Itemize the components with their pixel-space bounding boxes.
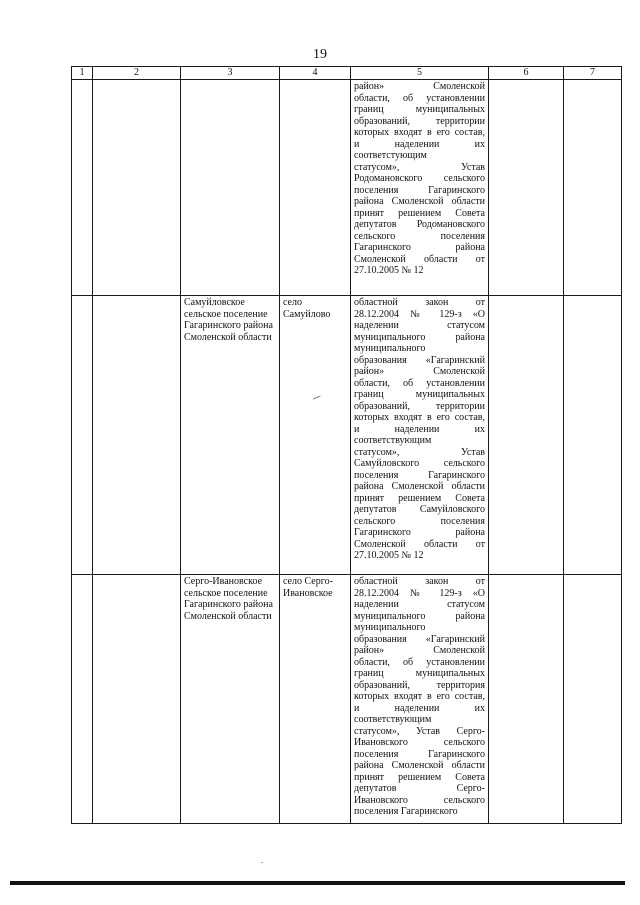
legal-basis-line: образования «Гагаринский — [354, 354, 485, 366]
legal-basis-line: принят решением Совета — [354, 492, 485, 504]
legal-basis-line: соответстующим — [354, 150, 427, 161]
legal-basis-cell — [351, 575, 489, 824]
column-2-cell — [93, 296, 181, 575]
legal-basis-line: и наделении их — [354, 423, 485, 435]
settlements-table — [71, 66, 622, 824]
header-row — [72, 67, 622, 80]
legal-basis-line: области, об установлении — [354, 656, 485, 668]
column-6-cell — [489, 80, 564, 296]
legal-basis-line: которых входят в его состав, — [354, 412, 485, 423]
legal-basis-line: наделении статусом — [354, 320, 485, 331]
legal-basis-line: принят решением Совета — [354, 207, 485, 219]
legal-basis-line: района Смоленской области — [354, 760, 485, 771]
legal-basis-line: район» Смоленской — [354, 366, 485, 377]
legal-basis-line: район» Смоленской — [354, 81, 485, 92]
legal-basis-line: образований, территории — [354, 115, 485, 127]
legal-basis-line: статусом», Устав — [354, 446, 485, 458]
legal-basis-line: 27.10.2005 № 12 — [354, 550, 424, 561]
legal-basis-line: депутатов Серго- — [354, 783, 485, 794]
header-cell: 4 — [280, 67, 351, 80]
legal-basis-line: границ муниципальных — [354, 104, 485, 115]
admin-center-cell: село Серго-Ивановское — [280, 575, 351, 824]
legal-basis-line: муниципального — [354, 343, 426, 354]
legal-basis-line: Ивановского сельского — [354, 737, 485, 748]
column-6-cell — [489, 296, 564, 575]
legal-basis-line: границ муниципальных — [354, 389, 485, 400]
table-row — [72, 575, 622, 824]
admin-center-cell: село Самуйлово — [280, 296, 351, 575]
legal-basis-line: области, об установлении — [354, 377, 485, 389]
legal-basis-line: поселения Гагаринского — [354, 469, 485, 481]
legal-basis-line: которых входят в его состав, — [354, 691, 485, 702]
legal-basis-line: областной закон от — [354, 576, 485, 587]
legal-basis-line: поселения Гагаринского — [354, 806, 458, 817]
legal-basis-line: депутатов Самуйловского — [354, 504, 485, 515]
legal-basis-line: и наделении их — [354, 702, 485, 714]
header-cell: 6 — [489, 67, 564, 80]
legal-basis-line: наделении статусом — [354, 599, 485, 610]
settlement-name-cell: Самуйловское сельское поселение Гагаринского района Смоленской области — [181, 296, 280, 575]
row-number-cell — [72, 80, 93, 296]
legal-basis-line: соответствующим — [354, 435, 432, 446]
legal-basis-line: 28.12.2004 № 129-з «О — [354, 587, 485, 599]
legal-basis-line: поселения Гагаринского — [354, 184, 485, 196]
legal-basis-line: Ивановского сельского — [354, 794, 485, 806]
legal-basis-line: поселения Гагаринского — [354, 748, 485, 760]
legal-basis-line: Смоленской области от — [354, 253, 485, 265]
scan-speck — [261, 862, 263, 863]
column-7-cell — [564, 575, 622, 824]
legal-basis-line: 28.12.2004 № 129-з «О — [354, 308, 485, 320]
legal-basis-line: Гагаринского района — [354, 242, 485, 253]
legal-basis-line: Родомановского сельского — [354, 173, 485, 184]
legal-basis-line: области, об установлении — [354, 92, 485, 104]
legal-basis-line: соответствующим — [354, 714, 432, 725]
legal-basis-line: сельского поселения — [354, 230, 485, 242]
legal-basis-line: образований, территория — [354, 679, 485, 691]
table-row — [72, 80, 622, 296]
column-7-cell — [564, 80, 622, 296]
legal-basis-cell — [351, 80, 489, 296]
legal-basis-line: образования «Гагаринский — [354, 633, 485, 645]
legal-basis-line: Самуйловского сельского — [354, 458, 485, 469]
row-number-cell — [72, 575, 93, 824]
legal-basis-line: областной закон от — [354, 297, 485, 308]
admin-center-cell — [280, 80, 351, 296]
legal-basis-line: принят решением Совета — [354, 771, 485, 783]
column-2-cell — [93, 575, 181, 824]
legal-basis-line: образований, территории — [354, 400, 485, 412]
page-number: 19 — [313, 47, 327, 62]
settlement-name-cell — [181, 80, 280, 296]
legal-basis-cell — [351, 296, 489, 575]
legal-basis-line: депутатов Родомановского — [354, 219, 485, 230]
legal-basis-line: 27.10.2005 № 12 — [354, 265, 424, 276]
row-number-cell — [72, 296, 93, 575]
header-cell: 1 — [72, 67, 93, 80]
legal-basis-line: сельского поселения — [354, 515, 485, 527]
legal-basis-line: которых входят в его состав, — [354, 127, 485, 138]
header-cell: 7 — [564, 67, 622, 80]
table-row — [72, 296, 622, 575]
column-2-cell — [93, 80, 181, 296]
legal-basis-line: Гагаринского района — [354, 527, 485, 538]
header-cell: 2 — [93, 67, 181, 80]
legal-basis-line: муниципального района — [354, 610, 485, 622]
legal-basis-line: статусом», Устав Серго- — [354, 725, 485, 737]
bottom-rule — [10, 881, 625, 885]
legal-basis-line: и наделении их — [354, 138, 485, 150]
legal-basis-line: статусом», Устав — [354, 161, 485, 173]
legal-basis-line: муниципального района — [354, 331, 485, 343]
column-7-cell — [564, 296, 622, 575]
legal-basis-line: муниципального — [354, 622, 426, 633]
legal-basis-line: района Смоленской области — [354, 481, 485, 492]
column-6-cell — [489, 575, 564, 824]
legal-basis-line: район» Смоленской — [354, 645, 485, 656]
legal-basis-line: границ муниципальных — [354, 668, 485, 679]
settlement-name-cell: Серго-Ивановское сельское поселение Гагаринского района Смоленской области — [181, 575, 280, 824]
legal-basis-line: Смоленской области от — [354, 538, 485, 550]
header-cell: 3 — [181, 67, 280, 80]
legal-basis-line: района Смоленской области — [354, 196, 485, 207]
header-cell: 5 — [351, 67, 489, 80]
